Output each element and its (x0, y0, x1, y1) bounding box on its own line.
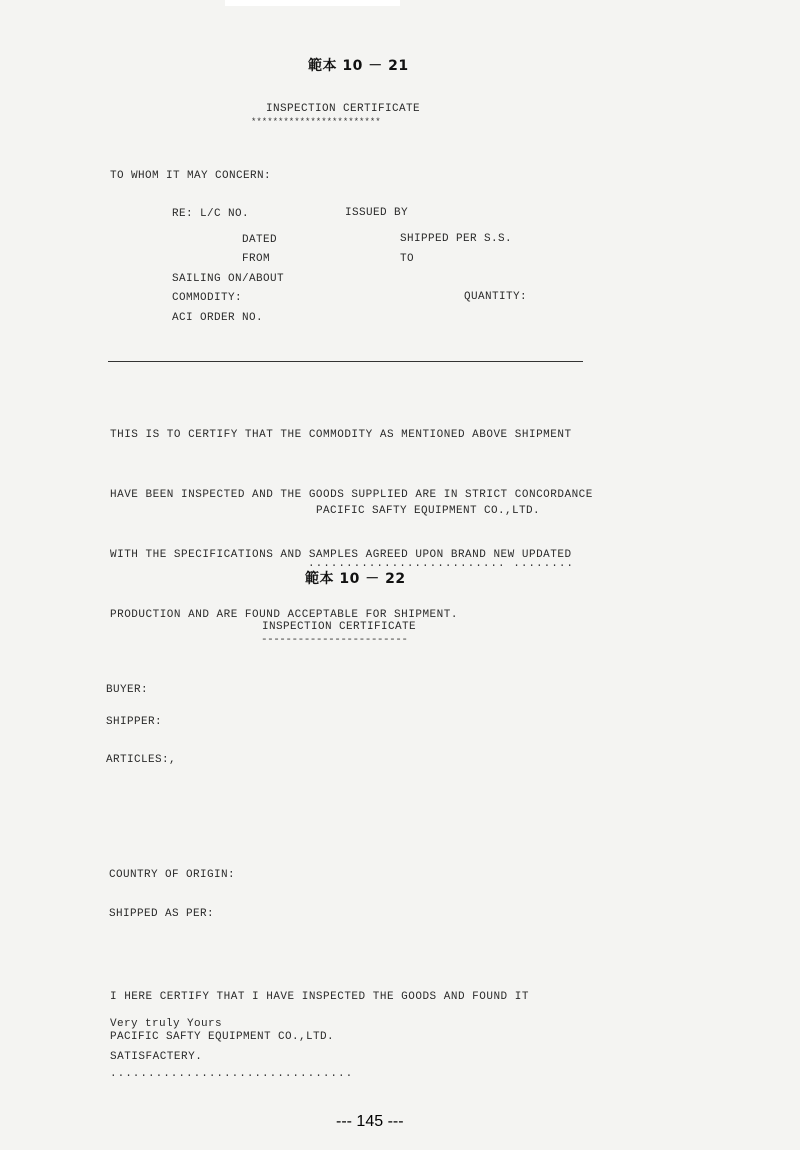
field-to: TO (400, 253, 415, 265)
specimen-1-title: INSPECTION CERTIFICATE (266, 103, 421, 115)
field-articles: ARTICLES:, (106, 754, 177, 766)
field-buyer: BUYER: (106, 684, 149, 696)
section-divider (108, 361, 583, 362)
certification-line: HAVE BEEN INSPECTED AND THE GOODS SUPPLIED ARE IN STRICT CONCORDANCE (110, 489, 593, 501)
field-issued-by: ISSUED BY (345, 207, 409, 219)
field-country-of-origin: COUNTRY OF ORIGIN: (109, 869, 236, 881)
certification-line: THIS IS TO CERTIFY THAT THE COMMODITY AS MENTIONED ABOVE SHIPMENT (110, 429, 572, 441)
field-shipped-per: SHIPPED PER S.S. (400, 233, 513, 245)
certify-line: SATISFACTERY. (110, 1051, 203, 1063)
certification-line: WITH THE SPECIFICATIONS AND SAMPLES AGREED UPON BRAND NEW UPDATED (110, 549, 572, 561)
field-aci-order: ACI ORDER NO. (172, 312, 264, 324)
field-dated: DATED (242, 234, 278, 246)
scan-edge (225, 0, 400, 6)
specimen-1-heading: 範本 10 － 21 (308, 58, 409, 74)
closing-salutation: Very truly Yours (110, 1018, 223, 1030)
certify-line: I HERE CERTIFY THAT I HAVE INSPECTED THE GOODS AND FOUND IT (110, 991, 529, 1003)
field-shipper: SHIPPER: (106, 716, 163, 728)
specimen-2-title-underline: ------------------------ (261, 634, 408, 646)
specimen-1-company: PACIFIC SAFTY EQUIPMENT CO.,LTD. (316, 505, 541, 517)
field-sailing: SAILING ON/ABOUT (172, 273, 285, 285)
specimen-1-signature-line: .......................... ........ (308, 558, 575, 570)
field-quantity: QUANTITY: (464, 291, 528, 303)
specimen-2-signature-line: ................................ (110, 1068, 354, 1080)
specimen-1-title-underline: ************************ (251, 117, 381, 127)
page-number: --- 145 --- (336, 1113, 404, 1130)
specimen-2-company: PACIFIC SAFTY EQUIPMENT CO.,LTD. (110, 1031, 335, 1043)
specimen-2-heading: 範本 10 － 22 (305, 571, 406, 587)
specimen-2-title: INSPECTION CERTIFICATE (262, 621, 417, 633)
field-from: FROM (242, 253, 271, 265)
salutation: TO WHOM IT MAY CONCERN: (110, 170, 272, 182)
certification-line: PRODUCTION AND ARE FOUND ACCEPTABLE FOR SHIPMENT. (110, 609, 458, 621)
field-commodity: COMMODITY: (172, 292, 243, 304)
field-shipped-as-per: SHIPPED AS PER: (109, 908, 215, 920)
field-lc-no: RE: L/C NO. (172, 208, 250, 220)
